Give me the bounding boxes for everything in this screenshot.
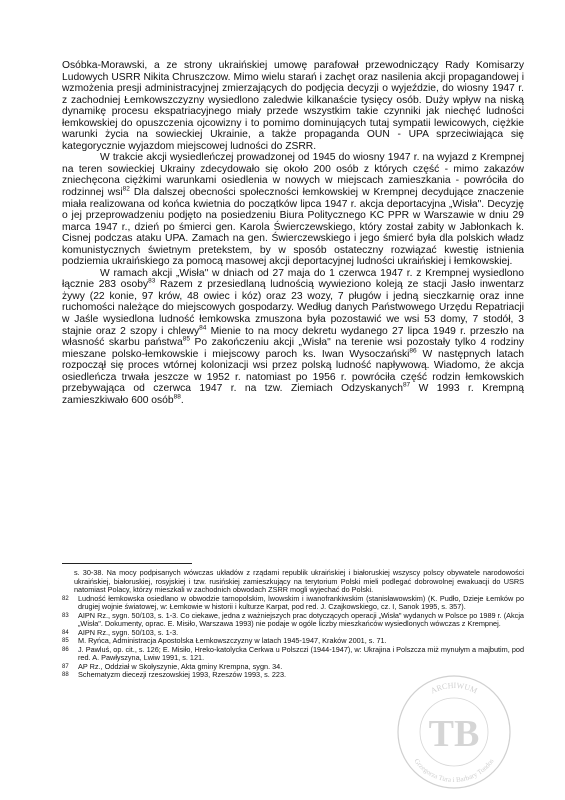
stamp-monogram: TB bbox=[428, 713, 480, 755]
footnote-ref: 88 bbox=[173, 393, 181, 401]
footnote-ref: 82 bbox=[122, 185, 130, 193]
footnotes bbox=[62, 569, 524, 680]
archive-stamp bbox=[394, 672, 514, 792]
stamp-top-text: ARCHIWUM bbox=[429, 680, 479, 696]
footnote-ref: 83 bbox=[148, 277, 156, 285]
footnote-ref: 85 bbox=[182, 335, 190, 343]
footnote-84: 84 AIPN Rz., sygn. 50/103, s. 1-3. bbox=[62, 627, 179, 637]
footnote-ref: 87 bbox=[402, 381, 411, 389]
footnote-82: 82 Ludność łemkowska osiedlano w obwodzie tarnopolskim, lwowskim i iwanofrankiwskim (stanisławowskim) (K. Pudło, Dzieje Łemków po drugiej wojnie światowej, w: Łemkowie w historii i kulturze Karpat, pod red. J. Czajkowskiego, cz. I, Sanok 1995, s. 357). bbox=[62, 593, 524, 611]
footnote-86: 86 J. Pawluś, op. cit., s. 126; E. Misiło, Hreko-katolycka Cerkwa u Polszczi (1944-1947), w: Ukrajina i Polszcza miż mynułym a majbutim, pod red. A. Pawłyszyna, Lwiw 1991, s. 121. bbox=[62, 644, 524, 662]
footnote-83: 83 AIPN Rz., sygn. 50/103, s. 1-3. Co ciekawe, jedna z ważniejszych prac dotyczących operacji „Wisła" wydanych w Polsce po 1989 r. (Akcja „Wisła". Dokumenty, oprac. E. Misiło, Warszawa 1993) nie podaje w ogóle liczby mieszkańców wysiedlonych wówczas z Krempnej. bbox=[62, 610, 524, 628]
main-text bbox=[62, 60, 524, 406]
paragraph-2: W trakcie akcji wysiedleńczej prowadzonej od 1945 do wiosny 1947 r. na wyjazd z Krempnej na teren sowieckiej Ukrainy zdecydowało się około 200 osób z których część - mimo zakazów zniechęcona ciężkimi warunkami osiedlenia w nowych w miejscach zamieszkania - powróciła do rodzinnej wsi$^{82}$ Dla dalszej obecności społeczności łemkowskiej w Krempnej decydujące znaczenie miała realizowana od końca kwietnia do początków lipca 1947 r. akcja deportacyjna „Wisła". Decyzję o jej przeprowadzeniu podjęto na posiedzeniu Biura Politycznego KC PPR w Warszawie w dniu 29 marca 1947 r., dzień po śmierci gen. Karola Świerczewskiego, który został zabity w Jabłonkach k. Cisnej podczas ataku UPA. Zamach na gen. Świerczewskiego i jego śmierć była dla polskich władz komunistycznych świetnym pretekstem, by w sposób ostateczny rozwiązać kwestię istnienia podziemia ukraińskiego za pomocą masowej akcji deportacyjnej ludności ukraińskiej i łemkowskiej. bbox=[62, 152, 524, 268]
paragraph-3: W ramach akcji „Wisła" w dniach od 27 maja do 1 czerwca 1947 r. z Krempnej wysiedlono łącznie 283 osoby$^{83}$ Razem z przesiedlaną ludnością wywieziono koleją ze stacji Jasło inwentarz żywy (22 konie, 97 krów, 48 owiec i kóz) oraz 23 wozy, 7 pługów i jedną sieczkarnię oraz inne ruchomości należące do miejscowych gospodarzy. Według danych Państwowego Urzędu Repatriacji w Jaśle wysiedlona ludność łemkowska zmuszona była pozostawić we wsi 53 domy, 7 stodół, 3 stajnie oraz 2 szopy i chlewy$^{84}$ Mienie to na mocy dekretu wydanego 27 lipca 1949 r. przeszło na własność skarbu państwa$^{85}$ Po zakończeniu akcji „Wisła" na terenie wsi pozostały tylko 4 rodziny mieszane polsko-łemkowskie i miejscowy paroch ks. Iwan Wysoczański$^{86}$ W następnych latach rozpoczął się proces wtórnej kolonizacji wsi przez polską ludność napływową. Wiadomo, że akcja osiedleńcza trwała jeszcze w 1952 r. natomiast po 1956 r. powróciła część rodzin łemkowskich przebywająca od czerwca 1947 r. na tzw. Ziemiach Odzyskanych$^{87}$ W 1993 r. Krempną zamieszkiwało 600 osób$^{88}$. bbox=[62, 267, 524, 406]
footnote-ref: 84 bbox=[199, 324, 207, 332]
footnote-ref: 86 bbox=[409, 347, 417, 355]
footnote-separator bbox=[62, 563, 192, 564]
footnote-85: 85 M. Ryńca, Administracja Apostolska Łemkowszczyzny w latach 1945-1947, Kraków 2001, s. 71. bbox=[62, 636, 387, 645]
footnote-continuation: s. 30-38. Na mocy podpisanych wówczas układów z rządami republik ukraińskiej i białoruskiej wszyscy polscy obywatele narodowości ukraińskiej, białoruskiej, rosyjskiej i tzw. rusińskiej zamieszkujący na terytorium Polski mieli podlegać dobrowolnej ewakuacji do USRS natomiast Polacy, którzy mieszkali w zachodnich obwodach ZSRR mogli wyjechać do Polski. bbox=[74, 568, 524, 594]
paragraph-1: Osóbka-Morawski, a ze strony ukraińskiej umowę parafował przewodniczący Rady Komisarzy Ludowych USRR Nikita Chruszczow. Mimo wielu starań i zachęt oraz nasilenia akcji propagandowej i wzmożenia presji administracyjnej zmierzających do podjęcia decyzji o wyjeździe, do wiosny 1947 r. z zachodniej Łemkowszczyzny wysiedlono zaledwie kilkanaście tysięcy osób. Duży wpływ na niską dynamikę procesu ekspatriacyjnego miały przede wszystkim takie czynniki jak niechęć ludności łemkowskiej do opuszczenia ojcowizny i to pomimo dominujących tutaj sympatii lewicowych, ciężkie warunki życia na sowieckiej Ukrainie, a także propaganda OUN - UPA sprzeciwiająca się kategorycznie wyjazdom miejscowej ludności do ZSRR. bbox=[62, 60, 524, 152]
stamp-bottom-text: Grzegorza Tura i Barbary Tondos bbox=[412, 757, 496, 785]
footnote-88: 88 Schematyzm diecezji rzeszowskiej 1993, Rzeszów 1993, s. 223. bbox=[62, 670, 287, 679]
footnote-87: 87 AP Rz., Oddział w Skołyszynie, Akta gminy Krempna, sygn. 34. bbox=[62, 661, 283, 671]
